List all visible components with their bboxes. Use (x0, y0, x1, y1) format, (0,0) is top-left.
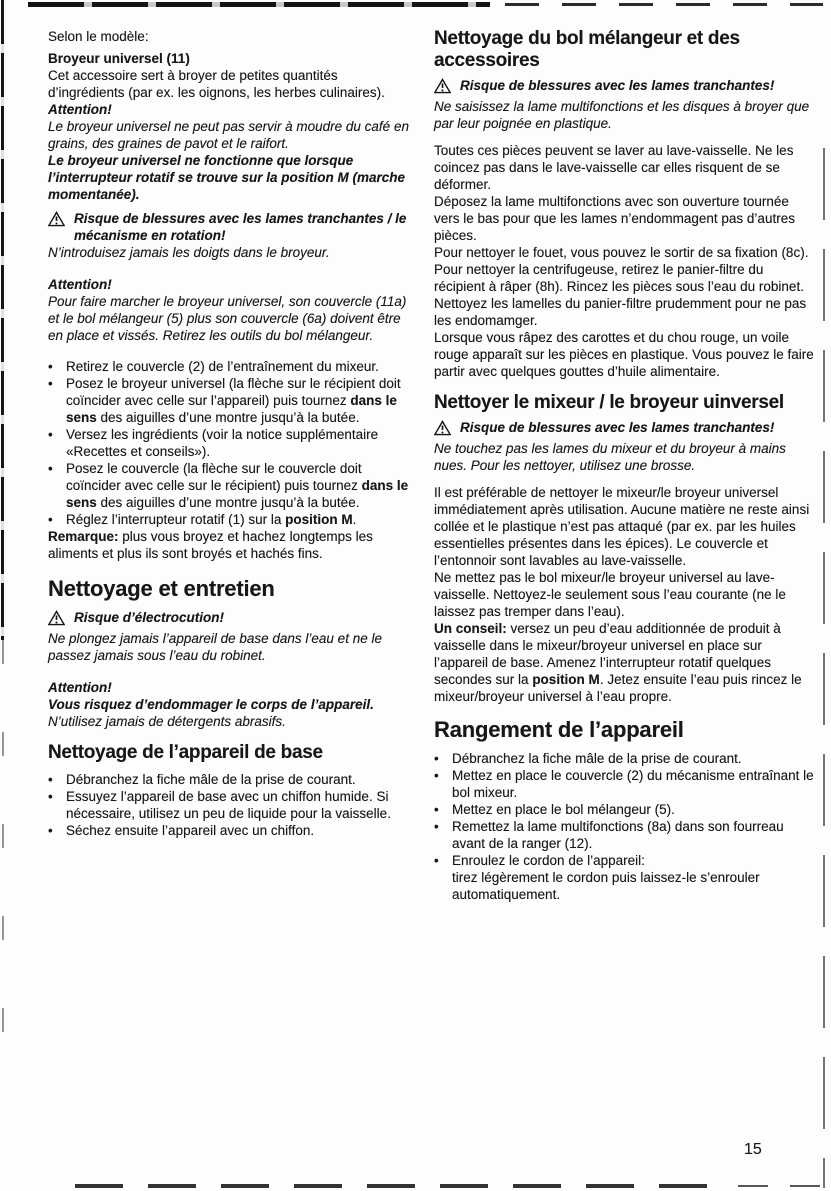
bullet-text (66, 788, 412, 822)
text-run: Mettez en place le bol mélangeur (5). (452, 802, 675, 817)
text-run: dans le sens (66, 393, 397, 425)
text-run: Mettez en place le couvercle (2) du mécanisme entraînant le bol mixeur. (452, 768, 814, 800)
text-run: Remettez la lame multifonctions (8a) dans son fourreau avant de la ranger (12). (452, 819, 784, 851)
text-run: Essuyez l’appareil de base avec un chiffon humide. Si nécessaire, utilisez un peu de liquide pour la vaisselle. (66, 789, 391, 821)
paragraph (48, 50, 412, 67)
bullet-text (452, 801, 814, 818)
text-run: Réglez l’interrupteur rotatif (1) sur la (66, 512, 286, 527)
scan-artifact-bottom-rule (75, 1184, 720, 1188)
bullet-dot-icon: • (434, 751, 439, 766)
paragraph (434, 620, 814, 705)
bullet-item (434, 852, 814, 903)
paragraph (48, 696, 412, 713)
subsection-heading (434, 28, 814, 72)
text-run: Posez le broyeur universel (la flèche sur le récipient doit coïncider avec celle sur l’appareil) puis tournez (66, 376, 401, 408)
page-number: 15 (744, 1141, 762, 1158)
text-run: Pour nettoyer le fouet, vous pouvez le sortir de sa fixation (8c). (434, 245, 809, 260)
warning-note (434, 77, 814, 98)
scan-artifact-top-rule-light (505, 3, 823, 6)
paragraph (434, 244, 814, 261)
paragraph (48, 630, 412, 664)
text-run: versez un peu d’eau additionnée de produit à vaisselle dans le mixeur/broyeur universel en place sur l’appareil de base. Amenez l’interrupteur rotatif quelques secondes sur la (434, 621, 781, 687)
text-run: Séchez ensuite l’appareil avec un chiffon. (66, 823, 315, 838)
paragraph (48, 244, 412, 261)
text-run: . (352, 512, 357, 527)
page-content (48, 28, 814, 903)
bullet-text (66, 822, 412, 839)
bullet-text (66, 358, 412, 375)
paragraph (48, 118, 412, 152)
bullet-list (48, 771, 412, 839)
bullet-item (48, 511, 412, 528)
text-run: Déposez la lame multifonctions avec son ouverture tournée vers le bas pour que les lames n’endommagent pas d’autres pièces. (434, 194, 795, 243)
text-run: N’utilisez jamais de détergents abrasifs. (48, 714, 286, 729)
text-run: Attention! (48, 277, 112, 292)
bullet-text (66, 375, 412, 426)
text-run: position M (532, 672, 600, 687)
paragraph (434, 98, 814, 132)
warning-text (74, 609, 412, 630)
left-column (48, 28, 412, 903)
text-run: Attention! (48, 102, 112, 117)
bullet-dot-icon: • (48, 461, 53, 476)
text-run: Selon le modèle: (48, 29, 149, 44)
text-run: Débranchez la fiche mâle de la prise de courant. (66, 772, 356, 787)
bullet-dot-icon: • (434, 819, 439, 834)
text-run: Le broyeur universel ne peut pas servir à moudre du café en grains, des graines de pavot et le raifort. (48, 119, 409, 151)
paragraph (434, 440, 814, 474)
bullet-dot-icon: • (434, 853, 439, 868)
scan-artifact-bottom-rule-light (738, 1185, 828, 1187)
text-run: Pour nettoyer la centrifugeuse, retirez le panier-filtre du récipient à râper (8h). Rincez les pièces sous l’eau du robinet. Nettoyez les lamelles du panier-filtre prudemment pour ne pas les endomamger. (434, 262, 807, 328)
text-run: Pour faire marcher le broyeur universel, son couvercle (11a) et le bol mélangeur (5) plus son couvercle (6a) doivent être en place et vissés. Retirez les outils du bol mélangeur. (48, 294, 407, 343)
text-run: Risque de blessures avec les lames tranchantes! (460, 78, 775, 93)
paragraph (48, 528, 412, 562)
bullet-dot-icon: • (48, 823, 53, 838)
text-run: Risque de blessures avec les lames tranchantes / le mécanisme en rotation! (74, 211, 407, 243)
text-run: Cet accessoire sert à broyer de petites quantités d’ingrédients (par ex. les oignons, les herbes culinaires). (48, 68, 385, 100)
text-run: Versez les ingrédients (voir la notice supplémentaire «Recettes et conseils»). (66, 427, 379, 459)
paragraph (434, 193, 814, 244)
text-run: des aiguilles d’une montre jusqu’à la butée. (96, 495, 360, 510)
bullet-item (48, 788, 412, 822)
text-run: Lorsque vous râpez des carottes et du chou rouge, un voile rouge apparaît sur les pièces en plastique. Vous pouvez le faire partir avec quelques gouttes d’huile alimentaire. (434, 330, 814, 379)
subsection-heading (48, 742, 412, 764)
bullet-item (434, 750, 814, 767)
text-run: Ne plongez jamais l’appareil de base dans l’eau et ne le passez jamais sous l’eau du robinet. (48, 631, 382, 663)
text-run: Rangement de l’appareil (434, 717, 684, 742)
paragraph (48, 679, 412, 696)
scan-artifact-top-rule (28, 2, 490, 7)
bullet-text (452, 750, 814, 767)
paragraph (48, 28, 412, 45)
text-run: Nettoyer le mixeur / le broyeur uinversel (434, 392, 784, 413)
bullet-item (434, 767, 814, 801)
warning-note (48, 210, 412, 244)
bullet-text (452, 767, 814, 801)
text-run: des aiguilles d’une montre jusqu’à la butée. (96, 410, 360, 425)
bullet-item (48, 771, 412, 788)
text-run: Nettoyage du bol mélangeur et des accessoires (434, 28, 740, 71)
bullet-item (48, 822, 412, 839)
paragraph (434, 142, 814, 193)
section-heading (48, 576, 412, 601)
warning-triangle-icon (434, 419, 460, 440)
text-run: Nettoyage de l’appareil de base (48, 742, 323, 763)
bullet-text (66, 771, 412, 788)
bullet-text (66, 511, 412, 528)
text-run: Remarque: (48, 529, 119, 544)
paragraph (434, 569, 814, 620)
bullet-dot-icon: • (48, 789, 53, 804)
scan-artifact-left-edge-faint (2, 640, 4, 1070)
warning-triangle-icon (48, 210, 74, 244)
text-run: Attention! (48, 680, 112, 695)
bullet-item (48, 358, 412, 375)
bullet-dot-icon: • (48, 772, 53, 787)
paragraph (434, 484, 814, 569)
right-column (434, 28, 814, 903)
paragraph (48, 152, 412, 203)
subsection-heading (434, 392, 814, 414)
text-run: Risque d’électrocution! (74, 610, 225, 625)
warning-note (434, 419, 814, 440)
paragraph (434, 329, 814, 380)
text-run: Risque de blessures avec les lames tranchantes! (460, 420, 775, 435)
bullet-item (48, 426, 412, 460)
bullet-text (452, 852, 814, 903)
paragraph (48, 293, 412, 344)
text-run: Il est préférable de nettoyer le mixeur/le broyeur universel immédiatement après utilisation. Aucune matière ne reste ainsi collée et le plastique n’est pas attaqué (par ex. par les huiles essentielles présentes dans les épices). Le couvercle et l’entonnoir sont lavables au lave-vaisselle. (434, 485, 810, 568)
warning-text (74, 210, 412, 244)
bullet-text (452, 818, 814, 852)
bullet-dot-icon: • (48, 376, 53, 391)
warning-text (460, 419, 814, 440)
scan-artifact-right-edge (823, 148, 825, 1188)
bullet-dot-icon: • (434, 768, 439, 783)
bullet-list (434, 750, 814, 903)
text-run: . Jetez ensuite l’eau puis rincez le mixeur/broyeur universel à l’eau propre. (434, 672, 802, 704)
bullet-list (48, 358, 412, 528)
text-run: Broyeur universel (11) (48, 51, 190, 66)
text-run: Vous risquez d’endommager le corps de l’appareil. (48, 697, 374, 712)
text-run: Le broyeur universel ne fonctionne que lorsque l’interrupteur rotatif se trouve sur la position M (marche momentanée). (48, 153, 406, 202)
bullet-dot-icon: • (48, 512, 53, 527)
bullet-item (48, 460, 412, 511)
paragraph (48, 713, 412, 730)
text-run: tirez légèrement le cordon puis laissez-le s’enrouler automatiquement. (452, 870, 760, 902)
bullet-dot-icon: • (48, 427, 53, 442)
paragraph (434, 261, 814, 329)
bullet-dot-icon: • (48, 359, 53, 374)
text-run: Posez le couvercle (la flèche sur le couvercle doit coïncider avec celle sur le récipient) puis tournez (66, 461, 362, 493)
bullet-item (434, 818, 814, 852)
paragraph (48, 276, 412, 293)
text-run: Enroulez le cordon de l’appareil: (452, 853, 645, 868)
paragraph (48, 67, 412, 101)
bullet-item (48, 375, 412, 426)
text-run: N’introduisez jamais les doigts dans le broyeur. (48, 245, 330, 260)
text-run: position M (285, 512, 353, 527)
paragraph (48, 101, 412, 118)
warning-triangle-icon (434, 77, 460, 98)
warning-triangle-icon (48, 609, 74, 630)
bullet-dot-icon: • (434, 802, 439, 817)
text-run: Ne saisissez la lame multifonctions et les disques à broyer que par leur poignée en plastique. (434, 99, 810, 131)
bullet-text (66, 426, 412, 460)
text-run: Nettoyage et entretien (48, 576, 275, 601)
text-run: Retirez le couvercle (2) de l’entraînement du mixeur. (66, 359, 379, 374)
bullet-item (434, 801, 814, 818)
text-run: Toutes ces pièces peuvent se laver au lave-vaisselle. Ne les coincez pas dans le lave-vaisselle car elles risquent de se déformer. (434, 143, 794, 192)
text-run: Ne touchez pas les lames du mixeur et du broyeur à mains nues. Pour les nettoyer, utilisez une brosse. (434, 441, 786, 473)
bullet-text (66, 460, 412, 511)
section-heading (434, 717, 814, 742)
text-run: Ne mettez pas le bol mixeur/le broyeur universel au lave-vaisselle. Nettoyez-le seulement sous l’eau courante (ne le laissez pas tremper dans l’eau). (434, 570, 786, 619)
text-run: Un conseil: (434, 621, 507, 636)
warning-note (48, 609, 412, 630)
text-run: dans le sens (66, 478, 409, 510)
scan-artifact-left-edge (1, 0, 4, 640)
text-run: Débranchez la fiche mâle de la prise de courant. (452, 751, 742, 766)
text-run: plus vous broyez et hachez longtemps les aliments et plus ils sont broyés et hachés fins. (48, 529, 373, 561)
warning-text (460, 77, 814, 98)
